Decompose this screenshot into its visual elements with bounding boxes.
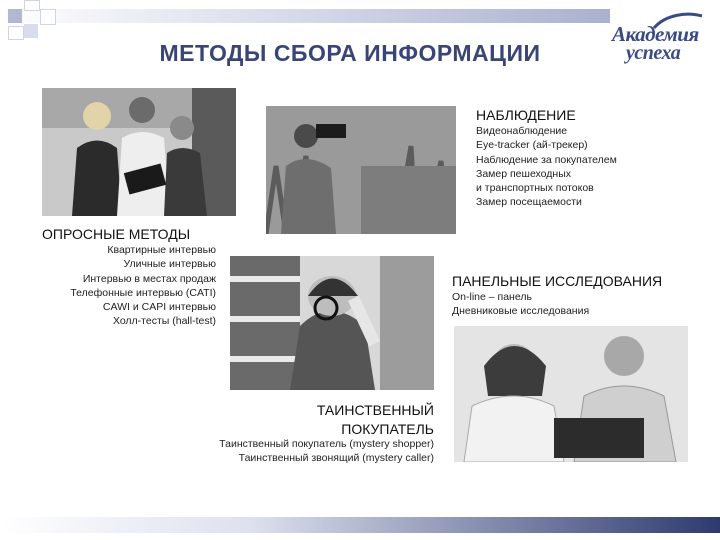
- mystery-title: [234, 401, 434, 439]
- list-item: Замер посещаемости: [476, 196, 582, 209]
- list-item: Таинственный покупатель (mystery shopper): [219, 438, 434, 450]
- observation-title: НАБЛЮДЕНИЕ: [476, 107, 576, 123]
- list-item: Холл-тесты (hall-test): [112, 315, 216, 328]
- list-item: Интервью в местах продаж: [82, 272, 216, 285]
- logo-line1: Академия: [612, 22, 699, 46]
- mystery-list: [164, 437, 434, 466]
- photo-mystery-shopper: [230, 256, 434, 390]
- top-gradient-bar: [0, 9, 610, 23]
- panel-list: [452, 290, 589, 319]
- bottom-gradient-bar: [0, 517, 720, 533]
- panel-title: ПАНЕЛЬНЫЕ ИССЛЕДОВАНИЯ: [452, 273, 663, 289]
- list-item: On-line – панель: [452, 291, 532, 303]
- list-item: Дневниковые исследования: [452, 305, 590, 318]
- list-item: Телефонные интервью (CATI): [70, 286, 216, 299]
- mystery-title-line1: ТАИНСТВЕННЫЙ: [316, 402, 434, 418]
- logo-line2: успеха: [626, 42, 681, 64]
- survey-title: ОПРОСНЫЕ МЕТОДЫ: [42, 226, 191, 242]
- list-item: Видеонаблюдение: [476, 125, 568, 137]
- photo-mystery-image: [230, 256, 434, 390]
- photo-panel-image: [454, 326, 688, 462]
- list-item: Наблюдение за покупателем: [476, 153, 617, 166]
- mystery-title-line2: ПОКУПАТЕЛЬ: [341, 421, 434, 437]
- observation-list: [476, 124, 617, 210]
- list-item: Уличные интервью: [123, 258, 216, 271]
- list-item: Квартирные интервью: [107, 244, 216, 256]
- slide-title: МЕТОДЫ СБОРА ИНФОРМАЦИИ: [159, 40, 541, 66]
- survey-list: [20, 243, 216, 329]
- list-item: Таинственный звонящий (mystery caller): [238, 452, 434, 465]
- photo-panel-research: [454, 326, 688, 462]
- list-item: Замер пешеходных: [476, 167, 572, 180]
- photo-survey-people: [42, 88, 236, 216]
- photo-observation: [266, 106, 456, 234]
- list-item: Eye-tracker (ай-трекер): [476, 139, 588, 152]
- list-item: и транспортных потоков: [476, 182, 594, 195]
- list-item: CAWI и CAPI интервью: [102, 301, 216, 314]
- photo-observation-image: [266, 106, 456, 234]
- photo-survey-image: [42, 88, 236, 216]
